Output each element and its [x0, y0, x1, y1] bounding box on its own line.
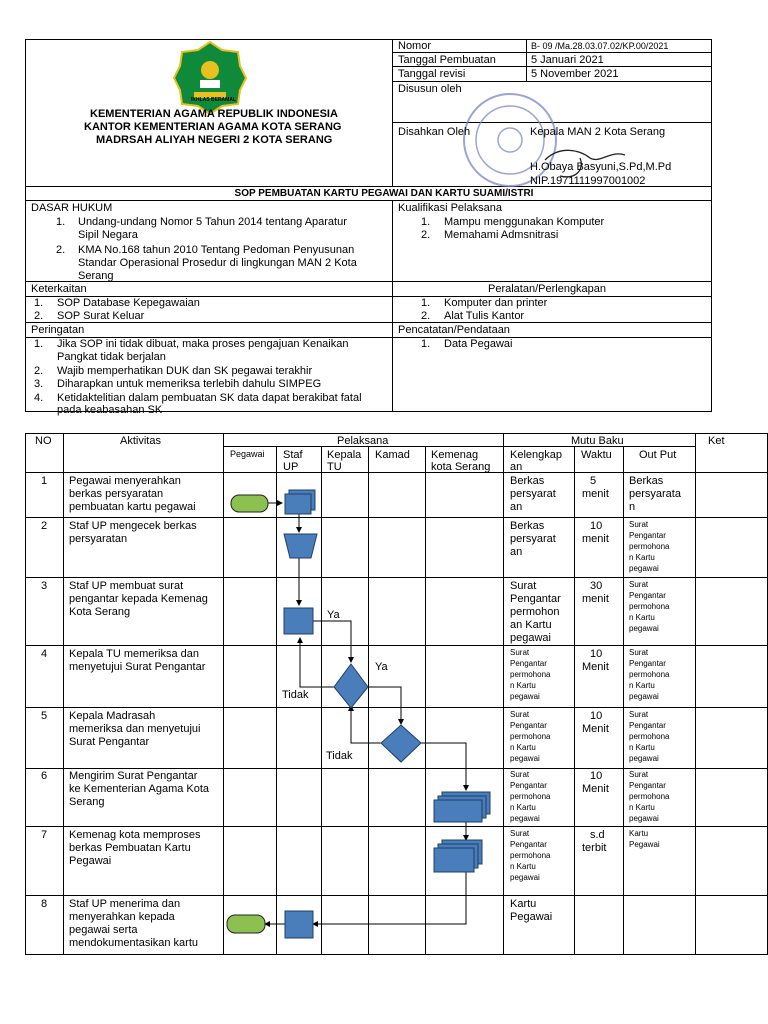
row-2-output: permohona	[629, 542, 670, 551]
row-1-output: Berkas	[629, 475, 664, 487]
row-6-aktivitas: ke Kementerian Agama Kota	[69, 783, 210, 795]
document-stack-shape-1	[285, 490, 315, 514]
row-2-kelengkapan: persyarat	[510, 533, 556, 545]
row-6-kelengkapan: Surat	[510, 770, 530, 779]
row-4-output: Pengantar	[629, 659, 666, 668]
row-4-kelengkapan: Pengantar	[510, 659, 547, 668]
row-3-kelengkapan: Pengantar	[510, 593, 561, 605]
dasar-hukum-label: DASAR HUKUM	[31, 202, 113, 214]
tanggal-revisi-value: 5 November 2021	[531, 68, 619, 80]
row-2-waktu: menit	[582, 533, 609, 545]
row-8-kelengkapan: Kartu	[510, 898, 537, 910]
dasar-hukum-1-line-1: Undang-undang Nomor 5 Tahun 2014 tentang Aparatur	[78, 216, 347, 228]
peringatan-label: Peringatan	[31, 324, 85, 336]
peralatan-1-text: Komputer dan printer	[444, 297, 548, 309]
row-7-kelengkapan: pegawai	[510, 873, 540, 882]
keterkaitan-1-num: 1.	[34, 297, 44, 309]
col-kepala-tu-2: TU	[327, 461, 342, 473]
row-3-kelengkapan: pegawai	[510, 632, 551, 644]
row-4-aktivitas: menyetujui Surat Pengantar	[69, 661, 206, 673]
row-6-output: n Kartu	[629, 803, 655, 812]
row-3-aktivitas: pengantar kepada Kemenag	[69, 593, 208, 605]
tanggal-pembuatan-value: 5 Januari 2021	[531, 54, 604, 66]
row-1-waktu: 5	[590, 475, 597, 487]
row-2-aktivitas: persyaratan	[69, 533, 128, 545]
peralatan-1-num: 1.	[421, 297, 431, 309]
row-3-kelengkapan: permohon	[510, 606, 560, 618]
nomor-value: B- 09 /Ma.28.03.07.02/KP.00/2021	[531, 41, 669, 51]
row-2-output: Surat	[629, 520, 649, 529]
row-7-output: Pegawai	[629, 840, 660, 849]
peringatan-4-line-2: pada keabasahan SK	[57, 404, 163, 416]
row-2-waktu: 10	[590, 520, 603, 532]
disahkan-value: Kepala MAN 2 Kota Serang	[530, 126, 666, 138]
kemenag-logo	[174, 42, 246, 114]
row-5-kelengkapan: Pengantar	[510, 721, 547, 730]
peringatan-3-line-1: Diharapkan untuk memeriksa terlebih dahulu SIMPEG	[57, 378, 322, 390]
col-kelengkapan-2: an	[510, 461, 523, 473]
ministry-line-1: KEMENTERIAN AGAMA REPUBLIK INDONESIA	[90, 108, 338, 120]
row-8-kelengkapan: Pegawai	[510, 911, 553, 923]
row-2-aktivitas: Staf UP mengecek berkas	[69, 520, 197, 532]
row-5-output: Pengantar	[629, 721, 666, 730]
col-ket: Ket	[708, 435, 725, 447]
pencatatan-1-num: 1.	[421, 338, 431, 350]
row-6-waktu: Menit	[582, 783, 609, 795]
col-kepala-tu-1: Kepala	[327, 449, 362, 461]
kualifikasi-1-text: Mampu menggunakan Komputer	[444, 216, 605, 228]
row-4-kelengkapan: Surat	[510, 648, 530, 657]
row-3-output: permohona	[629, 602, 670, 611]
signer-nip: NIP.1971111997001002	[530, 175, 646, 187]
row-1-aktivitas: pembuatan kartu pegawai	[69, 501, 196, 513]
col-pegawai: Pegawai	[230, 449, 265, 459]
peringatan-2-line-1: Wajib memperhatikan DUK dan SK pegawai terakhir	[57, 365, 313, 377]
row-5-output: n Kartu	[629, 743, 655, 752]
col-staf-up-1: Staf	[283, 449, 303, 461]
row-7-aktivitas: Pegawai	[69, 855, 112, 867]
row-2-no: 2	[41, 520, 48, 532]
row-1-kelengkapan: an	[510, 501, 523, 513]
row-3-output: Pengantar	[629, 591, 666, 600]
decision-shape-4	[334, 664, 368, 708]
label-tidak-1: Tidak	[282, 689, 309, 701]
label-tidak-2: Tidak	[326, 750, 353, 762]
row-4-waktu: Menit	[582, 661, 609, 673]
row-6-aktivitas: Serang	[69, 796, 105, 808]
dasar-hukum-2-line-1: KMA No.168 tahun 2010 Tentang Pedoman Penyusunan	[78, 244, 355, 256]
row-6-kelengkapan: Pengantar	[510, 781, 547, 790]
row-6-output: permohona	[629, 792, 670, 801]
col-waktu: Waktu	[581, 449, 612, 461]
row-6-no: 6	[41, 770, 48, 782]
row-3-waktu: 30	[590, 580, 603, 592]
row-6-kelengkapan: pegawai	[510, 814, 540, 823]
row-1-output: persyarata	[629, 488, 681, 500]
row-4-aktivitas: Kepala TU memeriksa dan	[69, 648, 200, 660]
row-4-no: 4	[41, 648, 48, 660]
pencatatan-label: Pencatatan/Pendataan	[398, 324, 510, 336]
ministry-line-3: MADRSAH ALIYAH NEGERI 2 KOTA SERANG	[96, 134, 333, 146]
row-6-kelengkapan: permohona	[510, 792, 551, 801]
col-kamad: Kamad	[375, 449, 410, 461]
keterkaitan-label: Keterkaitan	[31, 283, 87, 295]
col-kelengkapan-1: Kelengkap	[510, 449, 562, 461]
label-ya-1: Ya	[327, 609, 340, 621]
row-2-kelengkapan: Berkas	[510, 520, 545, 532]
keterkaitan-2-num: 2.	[34, 310, 44, 322]
row-2-kelengkapan: an	[510, 546, 523, 558]
col-staf-up-2: UP	[283, 461, 299, 473]
row-3-aktivitas: Kota Serang	[69, 606, 131, 618]
tanggal-pembuatan-label: Tanggal Pembuatan	[398, 54, 496, 66]
row-1-kelengkapan: persyarat	[510, 488, 556, 500]
end-terminator-shape	[227, 915, 265, 933]
row-4-output: Surat	[629, 648, 649, 657]
row-4-output: n Kartu	[629, 681, 655, 690]
row-8-no: 8	[41, 898, 48, 910]
row-1-no: 1	[41, 475, 48, 487]
row-1-aktivitas: Pegawai menyerahkan	[69, 475, 181, 487]
row-5-kelengkapan: n Kartu	[510, 743, 536, 752]
row-4-kelengkapan: n Kartu	[510, 681, 536, 690]
row-5-waktu: Menit	[582, 723, 609, 735]
col-aktivitas: Aktivitas	[120, 435, 161, 447]
row-7-kelengkapan: n Kartu	[510, 862, 536, 871]
row-2-output: n Kartu	[629, 553, 655, 562]
dasar-hukum-1-num: 1.	[56, 216, 66, 228]
row-8-aktivitas: pegawai serta	[69, 924, 138, 936]
col-no: NO	[35, 435, 52, 447]
row-3-waktu: menit	[582, 593, 609, 605]
row-4-kelengkapan: permohona	[510, 670, 551, 679]
dasar-hukum-2-line-2: Standar Operasional Prosedur di lingkungan MAN 2 Kota	[78, 257, 357, 269]
process-shape-3	[284, 608, 313, 634]
label-ya-2: Ya	[375, 661, 388, 673]
row-3-output: Surat	[629, 580, 649, 589]
dasar-hukum-2-num: 2.	[56, 244, 66, 256]
row-7-kelengkapan: permohona	[510, 851, 551, 860]
row-3-output: pegawai	[629, 624, 659, 633]
row-6-output: pegawai	[629, 814, 659, 823]
row-8-aktivitas: mendokumentasikan kartu	[69, 937, 199, 949]
row-5-kelengkapan: pegawai	[510, 754, 540, 763]
col-pelaksana: Pelaksana	[337, 435, 389, 447]
row-7-aktivitas: berkas Pembuatan Kartu	[69, 842, 191, 854]
row-3-kelengkapan: an Kartu	[510, 619, 552, 631]
row-1-output: n	[629, 501, 636, 513]
row-3-aktivitas: Staf UP membuat surat	[69, 580, 184, 592]
row-7-no: 7	[41, 829, 48, 841]
peringatan-4-num: 4.	[34, 392, 44, 404]
row-5-output: Surat	[629, 710, 649, 719]
row-3-output: n Kartu	[629, 613, 655, 622]
process-shape-8	[285, 911, 313, 938]
row-7-waktu: terbit	[582, 842, 607, 854]
peringatan-1-num: 1.	[34, 338, 44, 350]
manual-operation-shape	[284, 534, 317, 558]
keterkaitan-1-text: SOP Database Kepegawaian	[57, 297, 200, 309]
dasar-hukum-2-line-3: Serang	[78, 270, 114, 282]
kualifikasi-2-text: Memahami Admsnitrasi	[444, 229, 559, 241]
disusun-label: Disusun oleh	[398, 83, 462, 95]
row-5-output: pegawai	[629, 754, 659, 763]
row-2-output: Pengantar	[629, 531, 666, 540]
row-8-aktivitas: Staf UP menerima dan	[69, 898, 181, 910]
row-7-aktivitas: Kemenag kota memproses	[69, 829, 201, 841]
peringatan-2-num: 2.	[34, 365, 44, 377]
peringatan-1-line-2: Pangkat tidak berjalan	[57, 351, 166, 363]
row-5-aktivitas: Surat Pengantar	[69, 736, 150, 748]
row-7-kelengkapan: Surat	[510, 829, 530, 838]
col-mutu-baku: Mutu Baku	[571, 435, 624, 447]
peringatan-1-line-1: Jika SOP ini tidak dibuat, maka proses pengajuan Kenaikan	[57, 338, 349, 350]
col-output: Out Put	[639, 449, 677, 461]
keterkaitan-2-text: SOP Surat Keluar	[57, 310, 145, 322]
row-7-output: Kartu	[629, 829, 649, 838]
row-5-kelengkapan: permohona	[510, 732, 551, 741]
row-3-no: 3	[41, 580, 48, 592]
row-5-aktivitas: memeriksa dan menyetujui	[69, 723, 201, 735]
decision-shape-5	[381, 725, 421, 762]
row-7-kelengkapan: Pengantar	[510, 840, 547, 849]
disahkan-label: Disahkan Oleh	[398, 126, 471, 138]
col-kemenag-1: Kemenag	[431, 449, 479, 461]
peralatan-label: Peralatan/Perlengkapan	[488, 283, 607, 295]
peralatan-2-num: 2.	[421, 310, 431, 322]
row-2-output: pegawai	[629, 564, 659, 573]
ministry-line-2: KANTOR KEMENTERIAN AGAMA KOTA SERANG	[84, 121, 342, 133]
row-1-kelengkapan: Berkas	[510, 475, 545, 487]
row-6-waktu: 10	[590, 770, 603, 782]
row-4-output: pegawai	[629, 692, 659, 701]
nomor-label: Nomor	[398, 40, 432, 52]
kualifikasi-1-num: 1.	[421, 216, 431, 228]
row-6-output: Pengantar	[629, 781, 666, 790]
row-5-waktu: 10	[590, 710, 603, 722]
document-stack-shape-7	[434, 840, 482, 872]
tanggal-revisi-label: Tanggal revisi	[398, 68, 466, 80]
signer-name: H.Obaya Basyuni,S.Pd,M.Pd	[530, 161, 672, 173]
row-5-output: permohona	[629, 732, 670, 741]
dasar-hukum-1-line-2: Sipil Negara	[78, 229, 138, 241]
row-4-waktu: 10	[590, 648, 603, 660]
logo-caption: IKHLAS BERAMAL	[191, 97, 236, 103]
col-kemenag-2: kota Serang	[431, 461, 491, 473]
kualifikasi-2-num: 2.	[421, 229, 431, 241]
row-8-aktivitas: menyerahkan kepada	[69, 911, 175, 923]
row-3-kelengkapan: Surat	[510, 580, 537, 592]
row-5-aktivitas: Kepala Madrasah	[69, 710, 156, 722]
pencatatan-1-text: Data Pegawai	[444, 338, 513, 350]
start-terminator-shape	[231, 495, 268, 512]
kualifikasi-label: Kualifikasi Pelaksana	[398, 202, 502, 214]
flow-shapes	[227, 490, 490, 938]
row-6-kelengkapan: n Kartu	[510, 803, 536, 812]
peringatan-3-num: 3.	[34, 378, 44, 390]
row-6-aktivitas: Mengirim Surat Pengantar	[69, 770, 198, 782]
peralatan-2-text: Alat Tulis Kantor	[444, 310, 525, 322]
row-4-kelengkapan: pegawai	[510, 692, 540, 701]
document-title: SOP PEMBUATAN KARTU PEGAWAI DAN KARTU SUAMI/ISTRI	[234, 188, 534, 199]
row-5-no: 5	[41, 710, 48, 722]
row-4-output: permohona	[629, 670, 670, 679]
document-stack-shape-6	[434, 792, 490, 822]
row-7-waktu: s.d	[590, 829, 605, 841]
row-1-waktu: menit	[582, 488, 609, 500]
row-1-aktivitas: berkas persyaratan	[69, 488, 164, 500]
row-6-output: Surat	[629, 770, 649, 779]
peringatan-4-line-1: Ketidaktelitian dalam pembuatan SK data dapat berakibat fatal	[57, 392, 362, 404]
row-5-kelengkapan: Surat	[510, 710, 530, 719]
